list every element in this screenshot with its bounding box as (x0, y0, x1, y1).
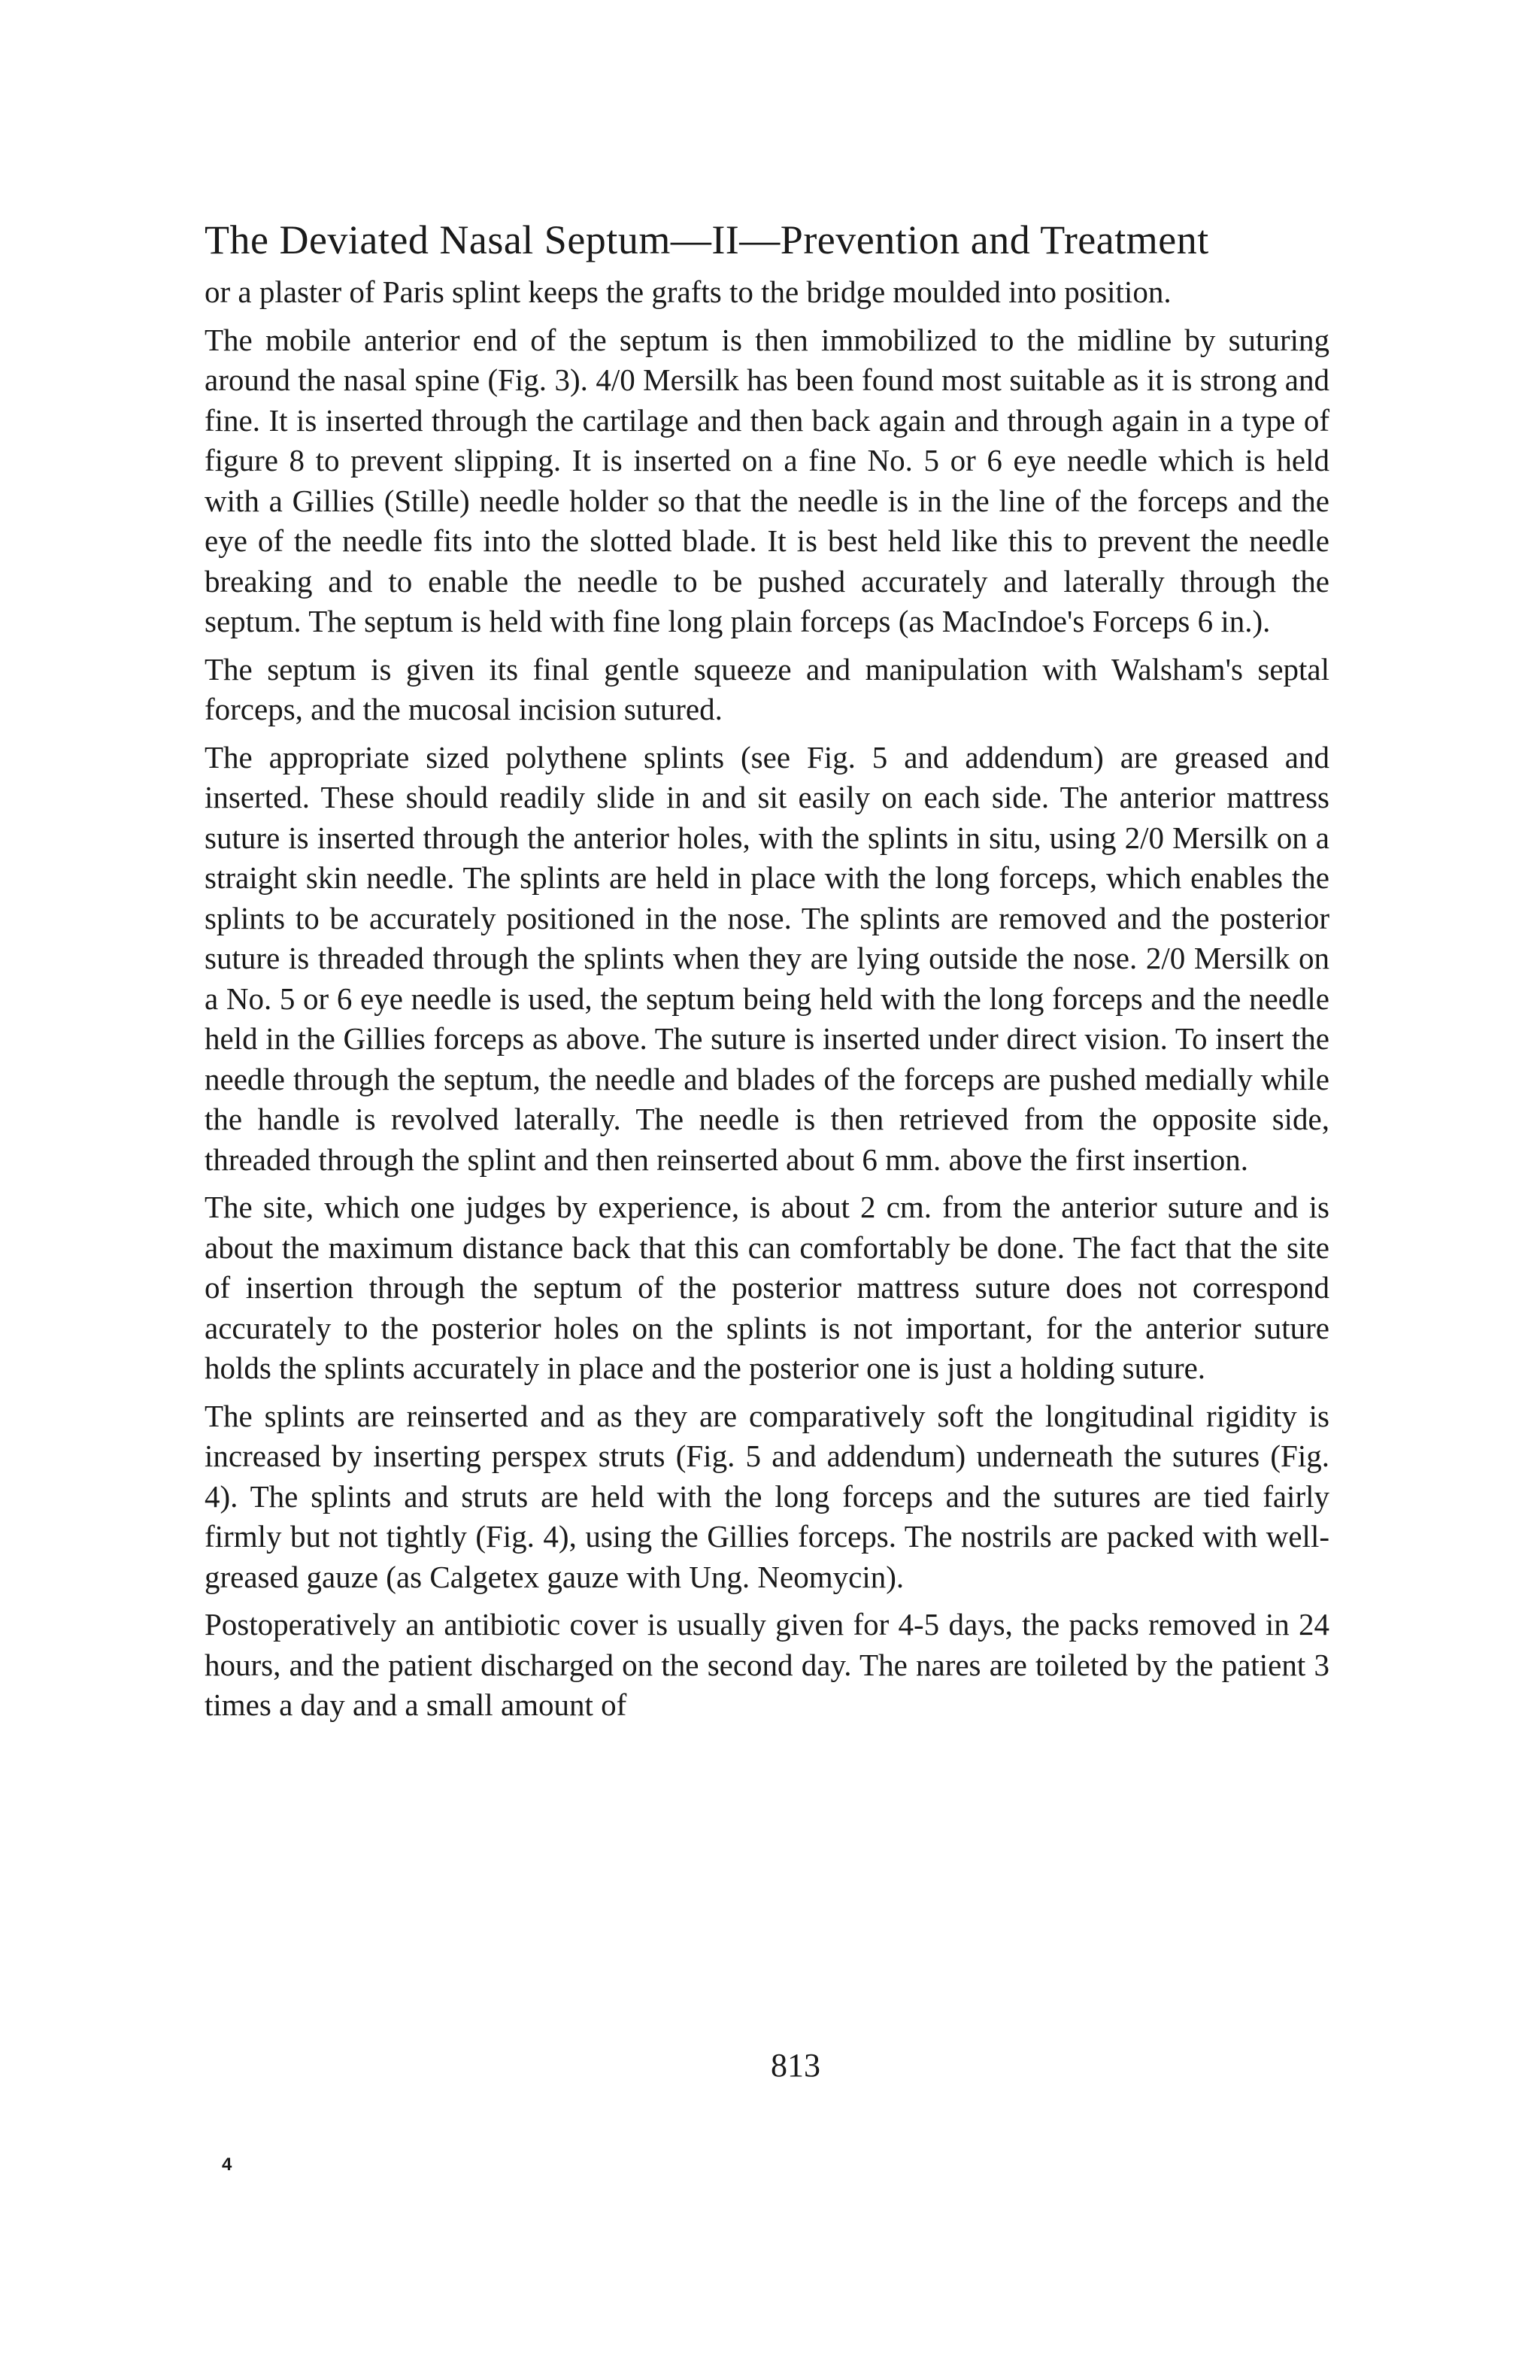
paragraph-2: The mobile anterior end of the septum is then immobilized to the midline by suturing around the nasal spine (Fig. 3). 4/0 Mersilk has been found most suitable as it is strong and fine. It is inserted through the cartilage and then back again and through again in a type of figure 8 to prevent slipping. It is inserted on a fine No. 5 or 6 eye needle which is held with a Gillies (Stille) needle holder so that the needle is in the line of the forceps and the eye of the needle fits into the slotted blade. It is best held like this to prevent the needle breaking and to enable the needle to be pushed accurately and laterally through the septum. The septum is held with fine long plain forceps (as MacIndoe's Forceps 6 in.). (205, 322, 1329, 638)
paragraph-3: The septum is given its final gentle squeeze and manipulation with Walsham's septal forceps, and the mucosal incision sutured. (205, 651, 1329, 726)
article-body (205, 272, 1329, 1726)
paragraph-5: The site, which one judges by experience, is about 2 cm. from the anterior suture and is about the maximum distance back that this can comfortably be done. The fact that the site of insertion through the septum of the posterior mattress suture does not correspond accurately to the posterior holes on the splints is not important, for the anterior suture holds the splints accurately in place and the posterior one is just a holding suture. (205, 1190, 1329, 1385)
signature-mark: 4 (222, 2154, 232, 2175)
paragraph-4: The appropriate sized polythene splints (see Fig. 5 and addendum) are greased and inserted. These should readily slide in and sit easily on each side. The anterior mattress suture is inserted through the anterior holes, with the splints in situ, using 2/0 Mersilk on a straight skin needle. The splints are held in place with the long forceps, which enables the splints to be accurately positioned in the nose. The splints are removed and the posterior suture is threaded through the splints when they are lying outside the nose. 2/0 Mersilk on a No. 5 or 6 eye needle is used, the septum being held with the long forceps and the needle held in the Gillies forceps as above. The suture is inserted under direct vision. To insert the needle through the septum, the needle and blades of the forceps are pushed medially while the handle is revolved laterally. The needle is then retrieved from the opposite side, threaded through the splint and then reinserted about 6 mm. above the first insertion. (205, 739, 1329, 1177)
page-number: 813 (771, 2047, 820, 2084)
paragraph-1: or a plaster of Paris splint keeps the grafts to the bridge moulded into position. (205, 274, 1172, 309)
paragraph-6: The splints are reinserted and as they are comparatively soft the longitudinal rigidity is increased by inserting perspex struts (Fig. 5 and addendum) underneath the sutures (Fig. 4). The splints and struts are held with the long forceps and the sutures are tied fairly firmly but not tightly (Fig. 4), using the Gillies forceps. The nostrils are packed with well-greased gauze (as Calgetex gauze with Ung. Neomycin). (205, 1398, 1329, 1594)
page-content (205, 215, 1329, 1733)
running-title: The Deviated Nasal Septum—II—Prevention and Treatment (205, 217, 1209, 262)
paragraph-7: Postoperatively an antibiotic cover is usually given for 4-5 days, the packs removed in 24 hours, and the patient discharged on the second day. The nares are toileted by the patient 3 times a day and a small amount of (205, 1607, 1329, 1722)
